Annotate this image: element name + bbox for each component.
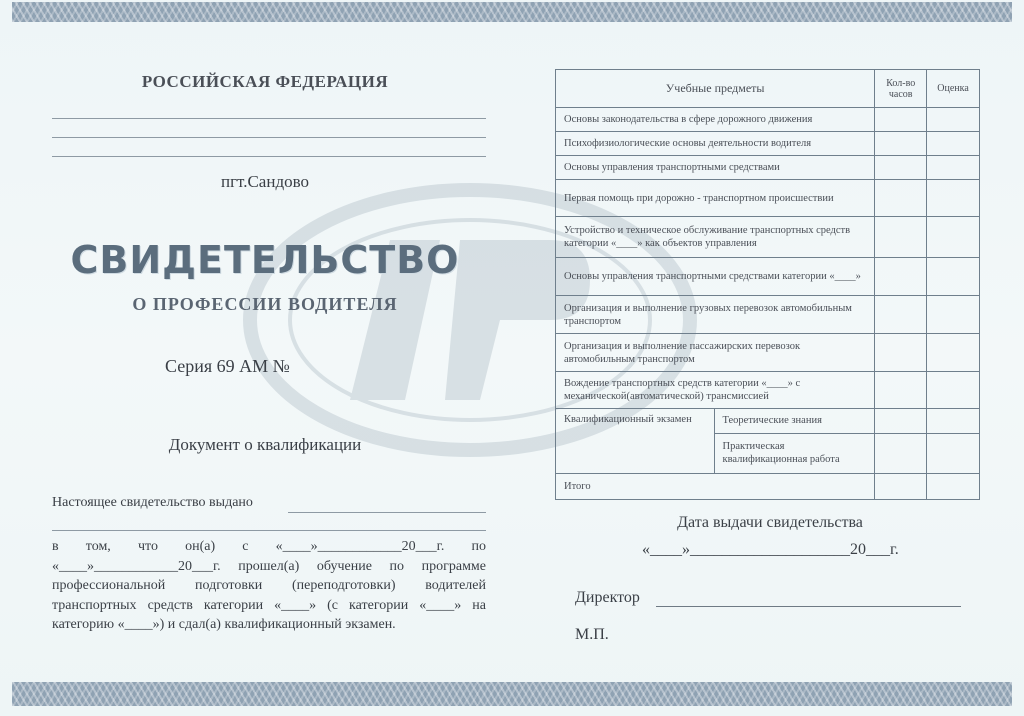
subjects-header: Учебные предметы bbox=[556, 70, 875, 108]
issue-date-title: Дата выдачи свидетельства bbox=[677, 514, 863, 531]
certificate-subtitle: О ПРОФЕССИИ ВОДИТЕЛЯ bbox=[132, 294, 398, 314]
series-number: Серия 69 АМ № bbox=[165, 356, 290, 376]
subject-row: Устройство и техническое обслуживание транспортных средств категории «____» как объектов управления bbox=[556, 217, 875, 258]
director-signature-line bbox=[656, 606, 961, 607]
exam-practice: Практическая квалификационная работа bbox=[722, 441, 840, 466]
subject-row: Основы управления транспортными средствами категории «____» bbox=[556, 258, 875, 296]
subject-row: Основы управления транспортными средствами bbox=[556, 156, 875, 180]
blank-line bbox=[52, 156, 486, 157]
director-label: Директор bbox=[575, 589, 640, 606]
exam-cell bbox=[556, 409, 875, 474]
grade-header: Оценка bbox=[927, 70, 980, 108]
certificate-title: СВИДЕТЕЛЬСТВО bbox=[70, 238, 460, 282]
blank-line bbox=[52, 137, 486, 138]
exam-theory: Теоретические знания bbox=[714, 409, 874, 433]
issue-date-blank: «____»____________________20___г. bbox=[642, 541, 899, 558]
blank-line bbox=[52, 118, 486, 119]
issue-place: пгт.Сандово bbox=[220, 172, 309, 191]
stamp-label: М.П. bbox=[575, 626, 609, 643]
subject-row: Вождение транспортных средств категории «____» с механической(автоматической) трансмиссией bbox=[556, 372, 875, 409]
certificate-paragraph: в том, что он(а) с «____»____________20___г. по «____»____________20___г. прошел(а) обучение по программе профессиональной подготовки (переподготовки) водителей транспортных средств категории «____» (с категории «____» на категорию «____») и сдал(а) квалификационный экзамен. bbox=[52, 539, 486, 632]
issued-to-label: Настоящее свидетельство выдано bbox=[52, 495, 253, 510]
issued-to-line bbox=[288, 512, 486, 513]
hours-header: Кол-во часов bbox=[875, 70, 927, 108]
top-ornament-band bbox=[12, 2, 1012, 22]
subjects-table bbox=[555, 69, 980, 500]
document-type: Документ о квалификации bbox=[168, 435, 362, 454]
subject-row: Основы законодательства в сфере дорожного движения bbox=[556, 108, 875, 132]
exam-label: Квалификационный экзамен bbox=[556, 409, 714, 473]
subject-row: Первая помощь при дорожно - транспортном происшествии bbox=[556, 180, 875, 217]
subject-row: Психофизиологические основы деятельности водителя bbox=[556, 132, 875, 156]
subject-row: Организация и выполнение грузовых перевозок автомобильным транспортом bbox=[556, 296, 875, 334]
blank-line bbox=[52, 530, 486, 531]
subject-row: Организация и выполнение пассажирских перевозок автомобильным транспортом bbox=[556, 334, 875, 372]
bottom-ornament-band bbox=[12, 682, 1012, 706]
total-row: Итого bbox=[556, 474, 875, 500]
country-heading: РОССИЙСКАЯ ФЕДЕРАЦИЯ bbox=[141, 72, 389, 91]
